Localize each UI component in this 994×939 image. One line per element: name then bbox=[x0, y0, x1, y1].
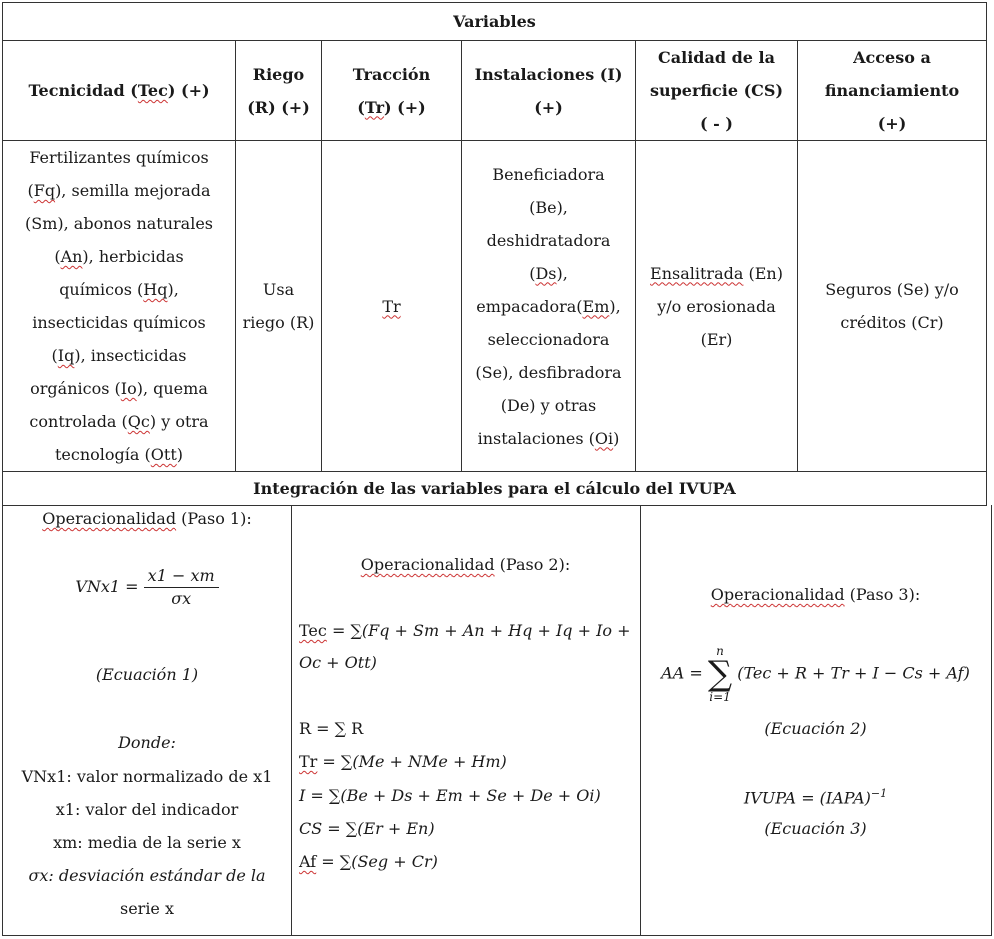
eq-tr: Tr = ∑(Me + NMe + Hm) bbox=[299, 752, 507, 771]
equation-2: AA = n ∑ i=1 (Tec + R + Tr + I − Cs + Af) bbox=[661, 644, 970, 704]
col-riego: Riego (R) (+) bbox=[236, 41, 322, 141]
cell-traccion: Tr bbox=[322, 141, 462, 472]
equation-1: VNx1 = $\frac{x1 - xm}{\sigma x}$ bbox=[3, 565, 291, 610]
col-traccion: Tracción (Tr) (+) bbox=[322, 41, 462, 141]
col-tecnicidad: Tecnicidad (Tec) (+) bbox=[3, 41, 236, 141]
variables-table bbox=[2, 2, 987, 506]
ecuacion-3-label: (Ecuación 3) bbox=[764, 819, 867, 838]
ecuacion-2-label: (Ecuación 2) bbox=[764, 719, 867, 738]
cell-acceso: Seguros (Se) y/o créditos (Cr) bbox=[798, 141, 987, 472]
paso2-column bbox=[291, 505, 641, 935]
paso3-title: Operacionalidad (Paso 3): bbox=[710, 585, 921, 604]
col-acceso: Acceso a financiamiento (+) bbox=[798, 41, 987, 141]
eq-r: R = ∑ R bbox=[299, 719, 364, 738]
cell-calidad: Ensalitrada (En) y/o erosionada (Er) bbox=[636, 141, 798, 472]
variables-header: Variables bbox=[3, 3, 987, 41]
def-xm: xm: media de la serie x bbox=[53, 833, 241, 852]
eq-af: Af = ∑(Seg + Cr) bbox=[299, 852, 438, 871]
def-sigma: σx: desviación estándar de la bbox=[28, 866, 266, 885]
def-x1: x1: valor del indicador bbox=[55, 800, 239, 819]
paso2-title: Operacionalidad (Paso 2): bbox=[360, 555, 571, 574]
cell-riego: Usa riego (R) bbox=[236, 141, 322, 472]
operacionalidad-section bbox=[2, 505, 992, 936]
eq-tec-cont: Oc + Ott) bbox=[299, 653, 377, 672]
def-vnx1: VNx1: valor normalizado de x1 bbox=[21, 767, 273, 786]
donde-label: Donde: bbox=[118, 733, 176, 752]
ecuacion-1-label: (Ecuación 1) bbox=[95, 665, 199, 684]
col-instalaciones: Instalaciones (I) (+) bbox=[462, 41, 636, 141]
cell-instalaciones: Beneficiadora (Be), deshidratadora (Ds), empacadora(Em), seleccionadora (Se), desfibradora (De) y otras instalaciones (Oi) bbox=[462, 141, 636, 472]
eq-tec: Tec = ∑(Fq + Sm + An + Hq + Iq + Io + bbox=[299, 621, 631, 640]
def-serie: serie x bbox=[119, 899, 175, 918]
col-calidad: Calidad de la superficie (CS) ( - ) bbox=[636, 41, 798, 141]
paso3-column bbox=[640, 505, 991, 935]
equation-3: IVUPA = (IAPA)$^{-1}$ bbox=[743, 787, 888, 808]
cell-tecnicidad: Fertilizantes químicos (Fq), semilla mejorada (Sm), abonos naturales (An), herbicidas químicos (Hq), insecticidas químicos (Iq), insecticidas orgánicos (Io), quema controlada (Qc) y otra tecnología (Ott) bbox=[3, 141, 236, 472]
paso1-title: Operacionalidad (Paso 1): bbox=[42, 509, 252, 528]
paso1-column bbox=[3, 505, 292, 935]
integration-header: Integración de las variables para el cálculo del IVUPA bbox=[3, 472, 987, 506]
eq-cs: CS = ∑(Er + En) bbox=[299, 819, 435, 838]
eq-i: I = ∑(Be + Ds + Em + Se + De + Oi) bbox=[299, 786, 601, 805]
